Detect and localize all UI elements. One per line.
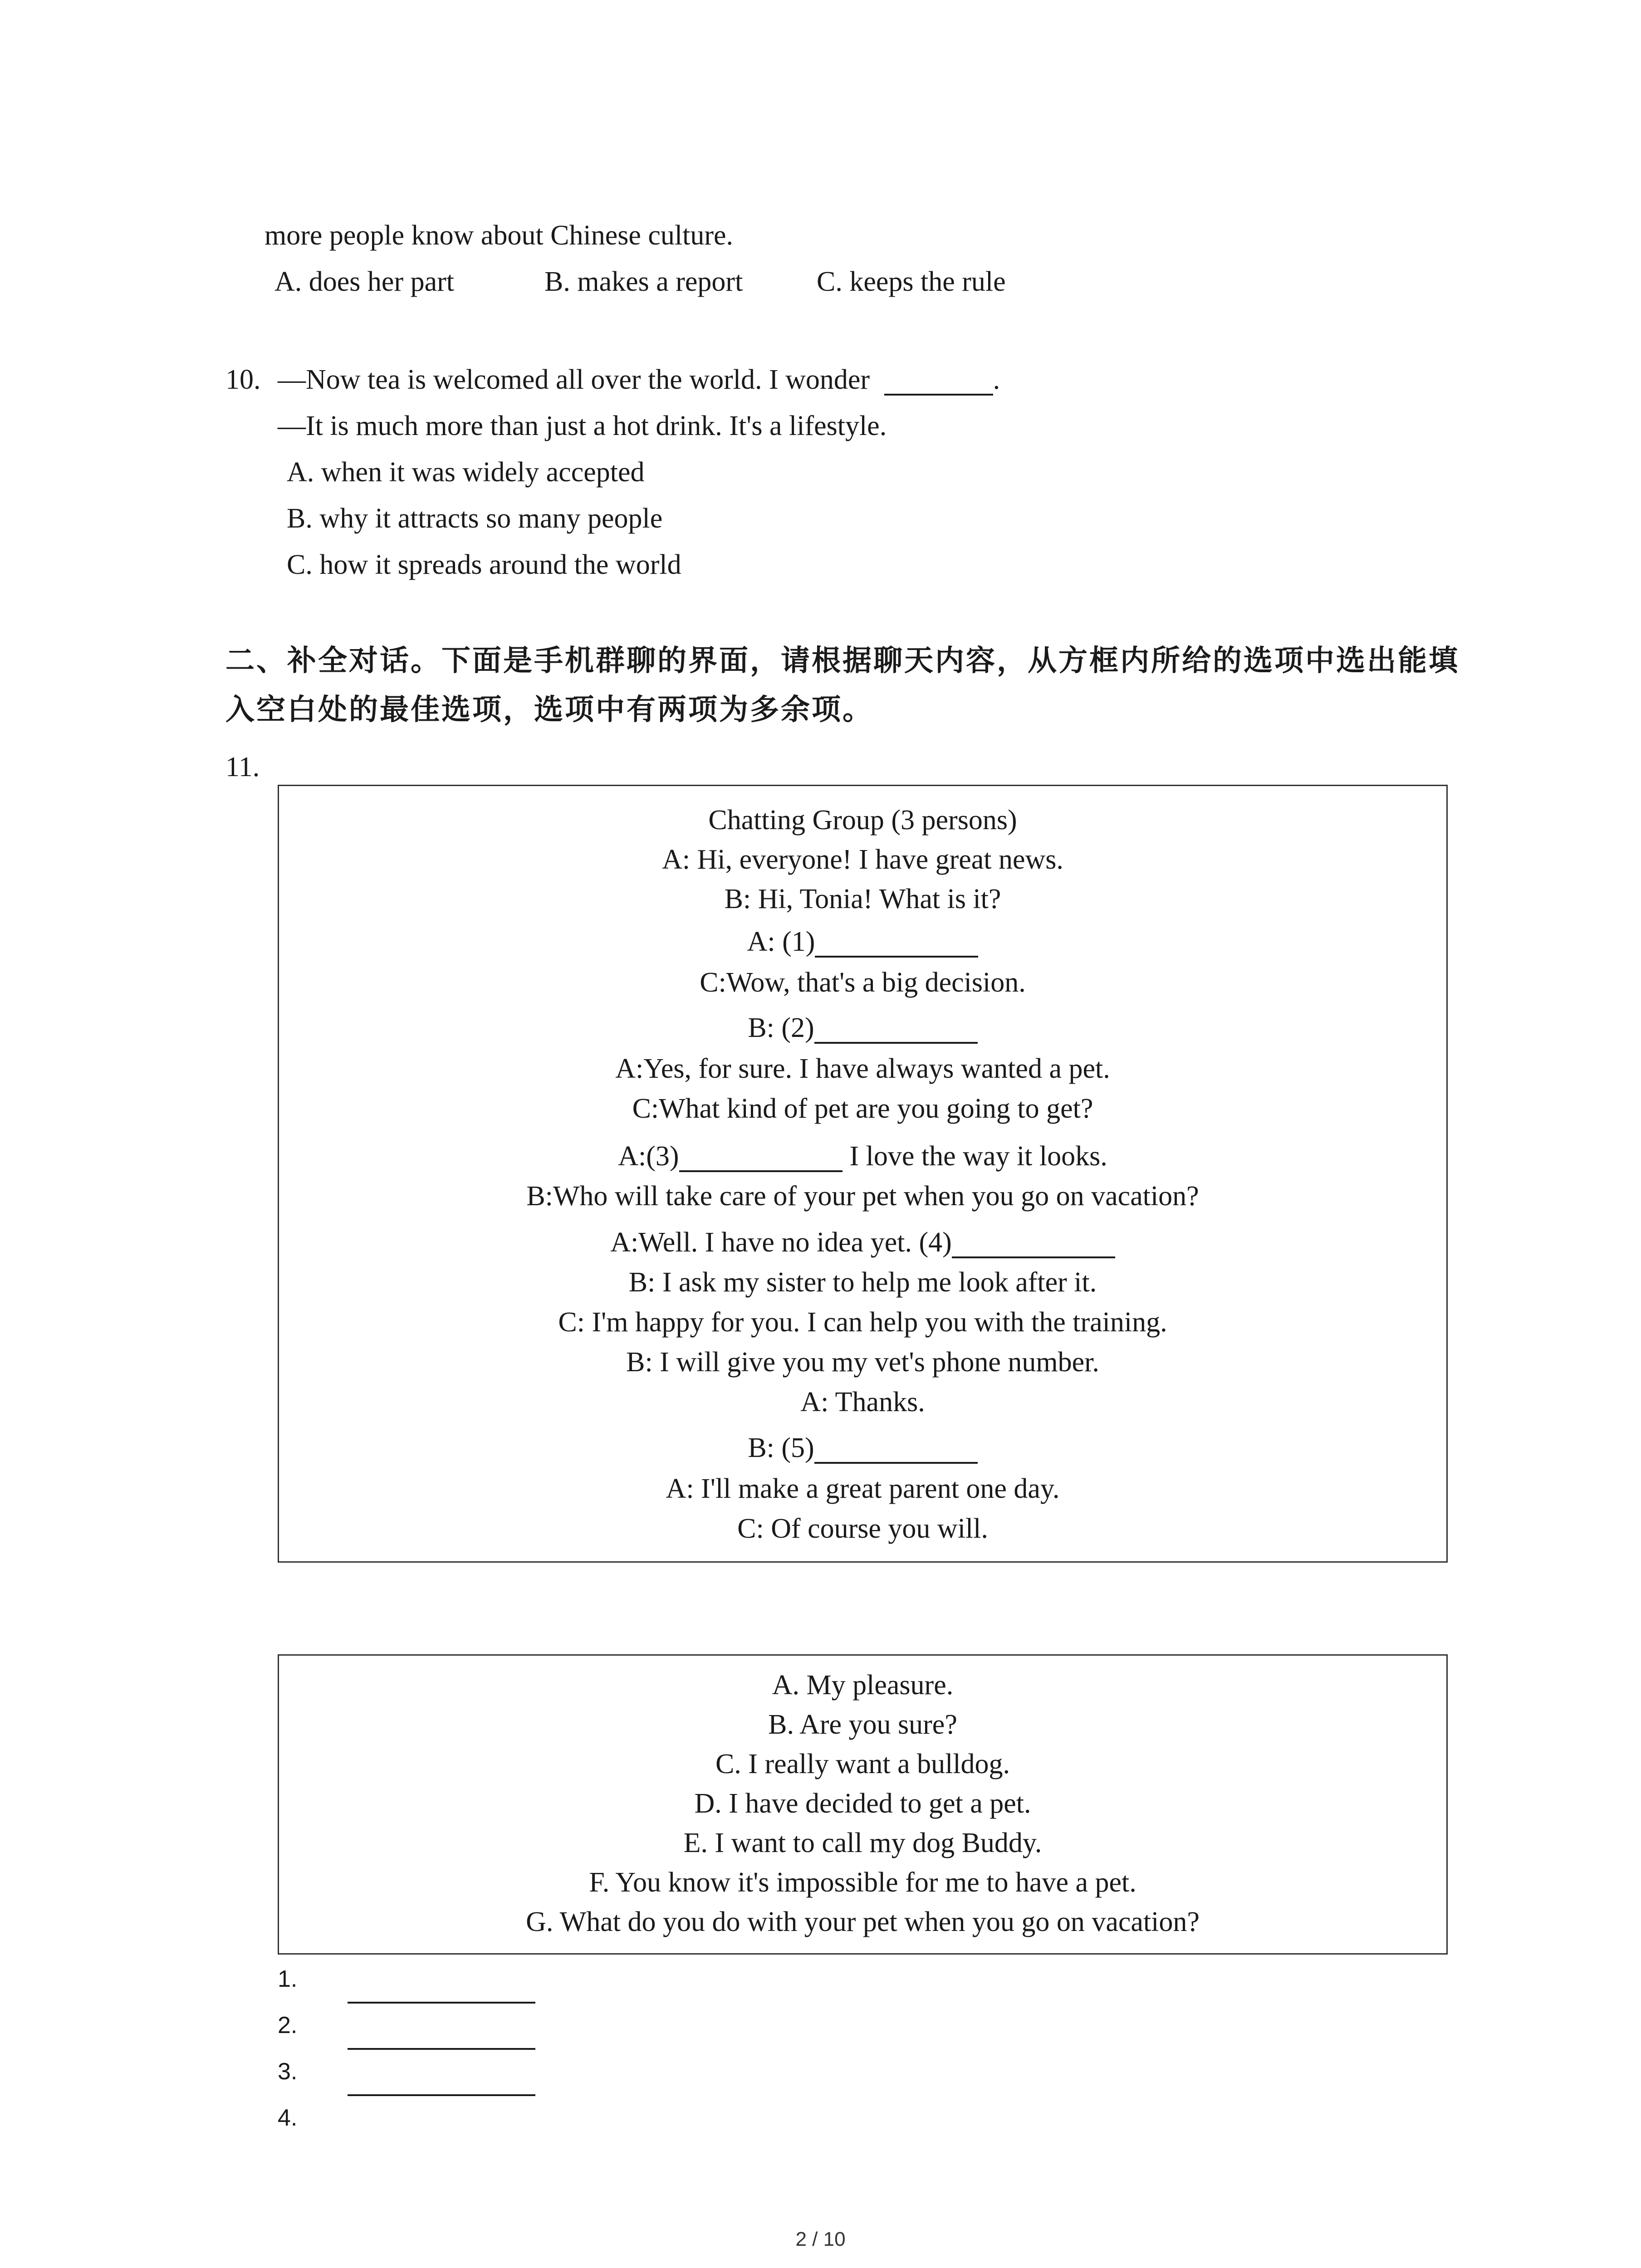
chat-line-8-text: A:(3) — [618, 1141, 679, 1172]
chat-line-7: C:What kind of pet are you going to get? — [632, 1093, 1093, 1124]
chat-line-17: C: Of course you will. — [737, 1513, 988, 1544]
q9-option-c: C. keeps the rule — [817, 266, 1006, 297]
chat-line-9: B:Who will take care of your pet when you go on vacation? — [526, 1181, 1199, 1212]
chat-line-10 — [279, 1228, 1446, 1258]
choice-c: C. I really want a bulldog. — [715, 1749, 1010, 1779]
answer-blank-3[interactable] — [348, 2094, 535, 2096]
chat-line-16: A: I'll make a great parent one day. — [666, 1473, 1060, 1504]
blank-1 — [815, 928, 978, 958]
chat-line-2: B: Hi, Tonia! What is it? — [724, 884, 1001, 914]
q10-stem-text: —Now tea is welcomed all over the world. I wonder — [278, 364, 870, 395]
chat-line-11: B: I ask my sister to help me look after it. — [628, 1267, 1097, 1298]
chat-line-5 — [279, 1014, 1446, 1044]
q9-option-a: A. does her part — [274, 266, 454, 297]
answer-number-4: 4. — [278, 2105, 298, 2131]
chat-group-box — [278, 785, 1448, 1563]
answer-blank-1[interactable] — [348, 2002, 535, 2004]
chat-line-8 — [279, 1142, 1446, 1172]
blank-3 — [679, 1142, 843, 1172]
chat-line-15 — [279, 1434, 1446, 1464]
choice-f: F. You know it's impossible for me to have a pet. — [589, 1867, 1136, 1898]
chat-line-6: A:Yes, for sure. I have always wanted a pet. — [615, 1053, 1110, 1084]
choice-b: B. Are you sure? — [768, 1709, 957, 1740]
answer-blank-2[interactable] — [348, 2048, 535, 2050]
answer-number-3: 3. — [278, 2058, 298, 2085]
q9-option-b: B. makes a report — [544, 266, 743, 297]
section2-heading-line1: 二、补全对话。下面是手机群聊的界面，请根据聊天内容，从方框内所给的选项中选出能填 — [225, 644, 1460, 678]
choice-g: G. What do you do with your pet when you go on vacation? — [526, 1906, 1200, 1937]
choice-d: D. I have decided to get a pet. — [694, 1788, 1031, 1819]
chat-line-8-tail: I love the way it looks. — [849, 1141, 1107, 1172]
chat-line-1: A: Hi, everyone! I have great news. — [662, 844, 1063, 875]
chat-line-12: C: I'm happy for you. I can help you with the training. — [558, 1307, 1167, 1338]
chat-line-15-text: B: (5) — [748, 1432, 814, 1463]
chat-line-10-text: A:Well. I have no idea yet. (4) — [610, 1227, 952, 1258]
answer-number-1: 1. — [278, 1966, 298, 1992]
blank-4 — [952, 1228, 1115, 1258]
section2-heading-line2: 入空白处的最佳选项，选项中有两项为多余项。 — [225, 693, 873, 727]
q10-stem — [278, 366, 1000, 396]
q10-stem-end: . — [993, 364, 1000, 395]
q10-option-c: C. how it spreads around the world — [287, 549, 681, 580]
choices-box — [278, 1654, 1448, 1955]
q10-number: 10. — [225, 364, 261, 395]
q9-stem-tail: more people know about Chinese culture. — [265, 220, 734, 251]
chat-line-4: C:Wow, that's a big decision. — [700, 967, 1026, 998]
answer-number-2: 2. — [278, 2012, 298, 2038]
chat-line-5-text: B: (2) — [748, 1012, 814, 1043]
q10-reply: —It is much more than just a hot drink. It's a lifestyle. — [278, 411, 887, 441]
q10-blank — [884, 366, 993, 396]
q11-number: 11. — [225, 752, 260, 782]
q10-option-b: B. why it attracts so many people — [287, 503, 663, 534]
chat-line-3-text: A: (1) — [747, 926, 815, 957]
q10-option-a: A. when it was widely accepted — [287, 457, 645, 488]
choice-e: E. I want to call my dog Buddy. — [683, 1828, 1042, 1858]
chat-line-13: B: I will give you my vet's phone number. — [626, 1347, 1099, 1378]
chat-title: Chatting Group (3 persons) — [708, 805, 1017, 836]
chat-line-3 — [279, 928, 1446, 958]
blank-2 — [814, 1014, 978, 1044]
page-number: 2 / 10 — [795, 2228, 846, 2250]
blank-5 — [814, 1434, 978, 1464]
choice-a: A. My pleasure. — [772, 1670, 954, 1701]
chat-line-14: A: Thanks. — [800, 1387, 925, 1418]
